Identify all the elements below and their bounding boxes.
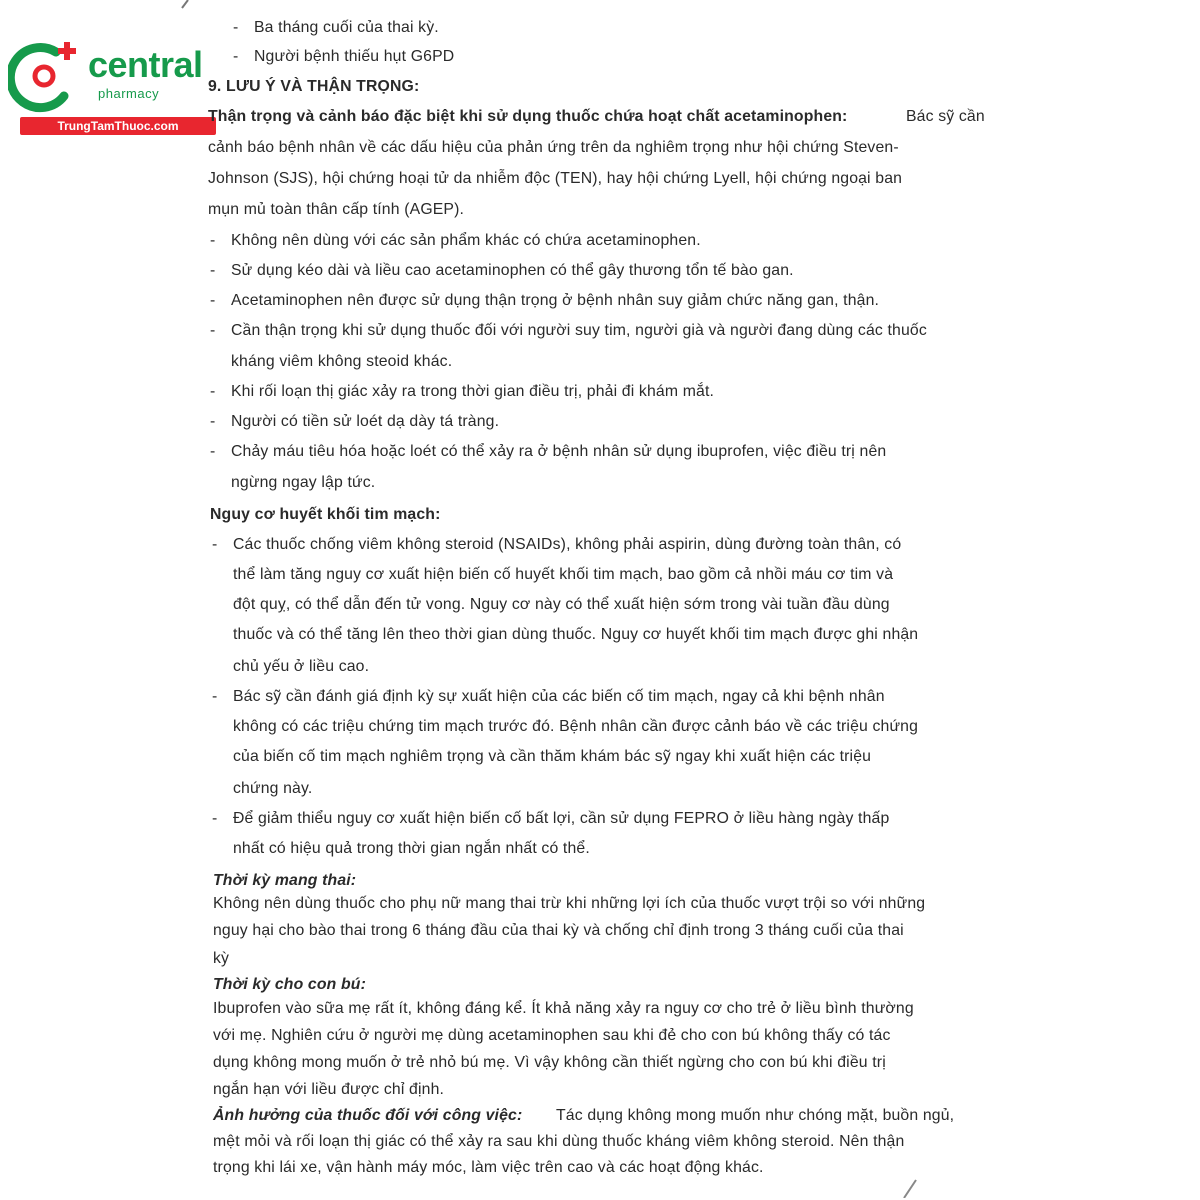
paragraph-line: dụng không mong muốn ở trẻ nhỏ bú mẹ. Vì vậy không cần thiết ngừng cho con bú khi điều trị — [213, 1054, 886, 1071]
subsection-heading: Ảnh hưởng của thuốc đối với công việc: — [213, 1107, 523, 1124]
list-item-continuation: kháng viêm không steoid khác. — [231, 353, 453, 370]
bullet-dash: - — [210, 443, 216, 460]
list-item-continuation: của biến cố tim mạch nghiêm trọng và cần thăm khám bác sỹ ngay khi xuất hiện các triệu — [233, 748, 872, 765]
paragraph-line: mệt mỏi và rối loạn thị giác có thể xảy ra sau khi dùng thuốc kháng viêm không steroid. Nên thận — [213, 1133, 905, 1150]
list-item-continuation: ngừng ngay lập tức. — [231, 474, 376, 491]
paragraph-line: kỳ — [213, 950, 230, 967]
list-item: Cần thận trọng khi sử dụng thuốc đối với người suy tim, người già và người đang dùng các thuốc — [231, 322, 927, 339]
logo-brand-name: central — [88, 44, 203, 85]
bullet-dash: - — [210, 413, 216, 430]
bullet-dash: - — [210, 292, 216, 309]
list-item: Để giảm thiểu nguy cơ xuất hiện biến cố bất lợi, cần sử dụng FEPRO ở liều hàng ngày thấp — [233, 810, 890, 827]
list-item-continuation: đột quỵ, có thể dẫn đến tử vong. Nguy cơ này có thể xuất hiện sớm trong vài tuần đầu dùng — [233, 596, 890, 613]
bullet-dash: - — [212, 536, 218, 553]
paragraph-line: cảnh báo bệnh nhân về các dấu hiệu của phản ứng trên da nghiêm trọng như hội chứng Steven- — [208, 139, 899, 156]
list-item: Không nên dùng với các sản phẩm khác có chứa acetaminophen. — [231, 232, 701, 249]
bullet-dash: - — [233, 19, 239, 36]
paragraph-line: ngắn hạn với liều được chỉ định. — [213, 1081, 445, 1098]
paragraph-line: Ibuprofen vào sữa mẹ rất ít, không đáng kể. Ít khả năng xảy ra nguy cơ cho trẻ ở liều bình thường — [213, 1000, 914, 1017]
list-item: Các thuốc chống viêm không steroid (NSAIDs), không phải aspirin, dùng đường toàn thân, có — [233, 536, 902, 553]
bullet-dash: - — [210, 383, 216, 400]
section-title: 9. LƯU Ý VÀ THẬN TRỌNG: — [208, 78, 420, 95]
paragraph-line: với mẹ. Nghiên cứu ở người mẹ dùng acetaminophen sau khi đẻ cho con bú không thấy có tác — [213, 1027, 891, 1044]
list-item-continuation: nhất có hiệu quả trong thời gian ngắn nhất có thể. — [233, 840, 590, 857]
paragraph-line: Johnson (SJS), hội chứng hoại tử da nhiễm độc (TEN), hay hội chứng Lyell, hội chứng ngoại ban — [208, 170, 903, 187]
paragraph-line: Không nên dùng thuốc cho phụ nữ mang thai trừ khi những lợi ích của thuốc vượt trội so với những — [213, 895, 926, 912]
logo-brand-subtitle: pharmacy — [98, 86, 160, 101]
bullet-dash: - — [210, 262, 216, 279]
subsection-heading: Nguy cơ huyết khối tim mạch: — [210, 506, 441, 523]
list-item: Ba tháng cuối của thai kỳ. — [254, 19, 439, 36]
list-item: Sử dụng kéo dài và liều cao acetaminophen có thể gây thương tổn tế bào gan. — [231, 262, 794, 279]
paragraph-line: Bác sỹ cần — [906, 108, 985, 125]
bullet-dash: - — [212, 688, 218, 705]
paragraph-line: trọng khi lái xe, vận hành máy móc, làm việc trên cao và các hoạt động khác. — [213, 1159, 764, 1176]
bullet-dash: - — [210, 322, 216, 339]
list-item-continuation: chứng này. — [233, 780, 313, 797]
logo-website: TrungTamThuoc.com — [20, 117, 216, 135]
bullet-dash: - — [210, 232, 216, 249]
subsection-heading: Thời kỳ mang thai: — [213, 872, 357, 889]
paragraph-line: Tác dụng không mong muốn như chóng mặt, buồn ngủ, — [556, 1107, 955, 1124]
subsection-heading: Thời kỳ cho con bú: — [213, 976, 366, 993]
list-item: Chảy máu tiêu hóa hoặc loét có thể xảy ra ở bệnh nhân sử dụng ibuprofen, việc điều trị nên — [231, 443, 887, 460]
list-item: Bác sỹ cần đánh giá định kỳ sự xuất hiện của các biến cố tim mạch, ngay cả khi bệnh nhân — [233, 688, 885, 705]
bullet-dash: - — [233, 48, 239, 65]
paragraph-lead: Thận trọng và cảnh báo đặc biệt khi sử dụng thuốc chứa hoạt chất acetaminophen: — [208, 108, 848, 125]
list-item: Người có tiền sử loét dạ dày tá tràng. — [231, 413, 500, 430]
list-item-continuation: thể làm tăng nguy cơ xuất hiện biến cố huyết khối tim mạch, bao gồm cả nhồi máu cơ tim và — [233, 566, 894, 583]
list-item-continuation: chủ yếu ở liều cao. — [233, 658, 370, 675]
list-item-continuation: không có các triệu chứng tim mạch trước đó. Bệnh nhân cần được cảnh báo về các triệu chứng — [233, 718, 919, 735]
list-item: Khi rối loạn thị giác xảy ra trong thời gian điều trị, phải đi khám mắt. — [231, 383, 715, 400]
paragraph-line: nguy hại cho bào thai trong 6 tháng đầu của thai kỳ và chống chỉ định trong 3 tháng cuối của thai — [213, 922, 904, 939]
list-item-continuation: thuốc và có thể tăng lên theo thời gian dùng thuốc. Nguy cơ huyết khối tim mạch được ghi nhận — [233, 626, 919, 643]
paragraph-line: mụn mủ toàn thân cấp tính (AGEP). — [208, 201, 465, 218]
list-item: Acetaminophen nên được sử dụng thận trọng ở bệnh nhân suy giảm chức năng gan, thận. — [231, 292, 880, 309]
bullet-dash: - — [212, 810, 218, 827]
list-item: Người bệnh thiếu hụt G6PD — [254, 48, 455, 65]
